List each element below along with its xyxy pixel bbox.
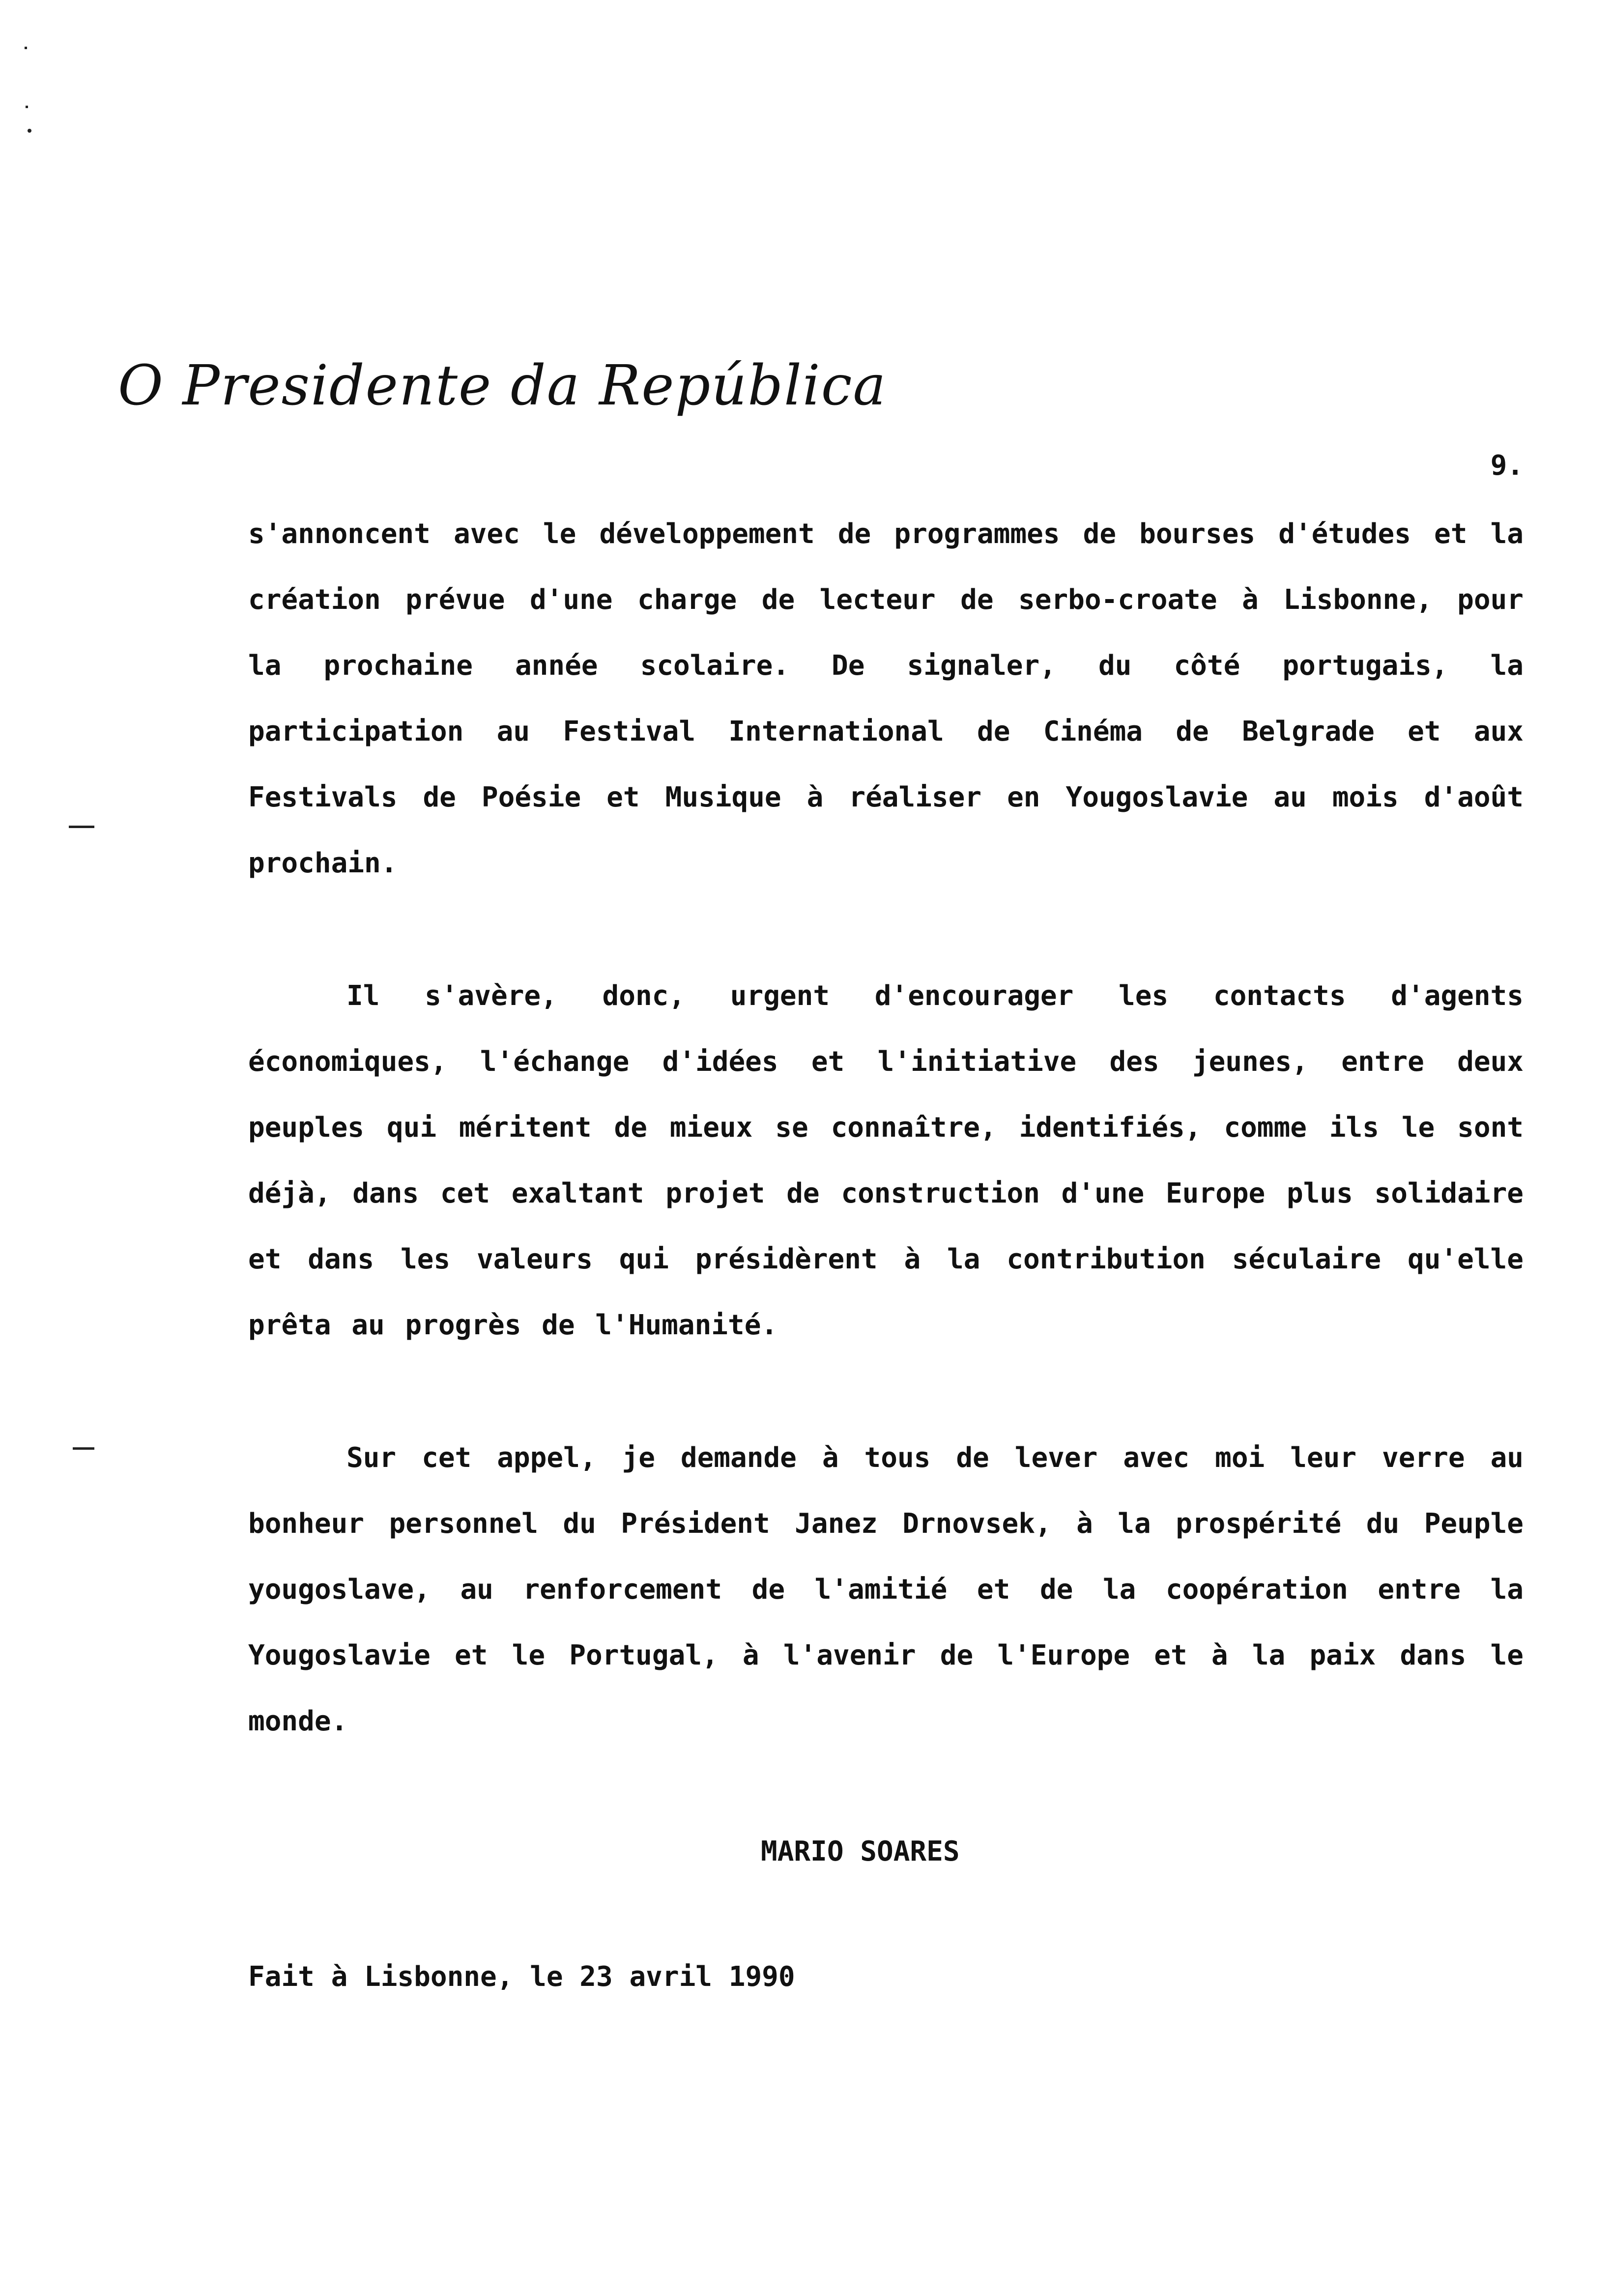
scan-speck xyxy=(28,129,31,133)
signature-name: MARIO SOARES xyxy=(761,1836,960,1867)
dateline: Fait à Lisbonne, le 23 avril 1990 xyxy=(248,1961,795,1993)
scan-speck xyxy=(26,106,28,108)
letterhead: O Presidente da República xyxy=(118,354,887,418)
margin-tick xyxy=(69,826,94,828)
body-paragraph-3: Sur cet appel, je demande à tous de lever avec moi leur verre au bonheur personnel du Président Janez Drnovsek, à la prospérité du Peuple yougoslave, au renforcement de l'amitié et de la coopération entre la Yougoslavie et le Portugal, à l'avenir de l'Europe et à la paix dans le monde. xyxy=(248,1442,1544,1737)
page-number: 9. xyxy=(1490,450,1524,482)
body-paragraph-1: s'annoncent avec le développement de programmes de bourses d'études et la création prévue d'une charge de lecteur de serbo-croate à Lisbonne, pour la prochaine année scolaire. De signaler, du côté portugais, la participation au Festival International de Cinéma de Belgrade et aux Festivals de Poésie et Musique à réaliser en Yougoslavie au mois d'août prochain. xyxy=(248,518,1544,879)
margin-tick xyxy=(73,1447,94,1450)
body-paragraph-2: Il s'avère, donc, urgent d'encourager les contacts d'agents économiques, l'échange d'idées et l'initiative des jeunes, entre deux peuples qui méritent de mieux se connaître, identifiés, comme ils le sont déjà, dans cet exaltant projet de construction d'une Europe plus solidaire et dans les valeurs qui présidèrent à la contribution séculaire qu'elle prêta au progrès de l'Humanité. xyxy=(248,980,1544,1341)
scan-speck xyxy=(25,47,27,49)
